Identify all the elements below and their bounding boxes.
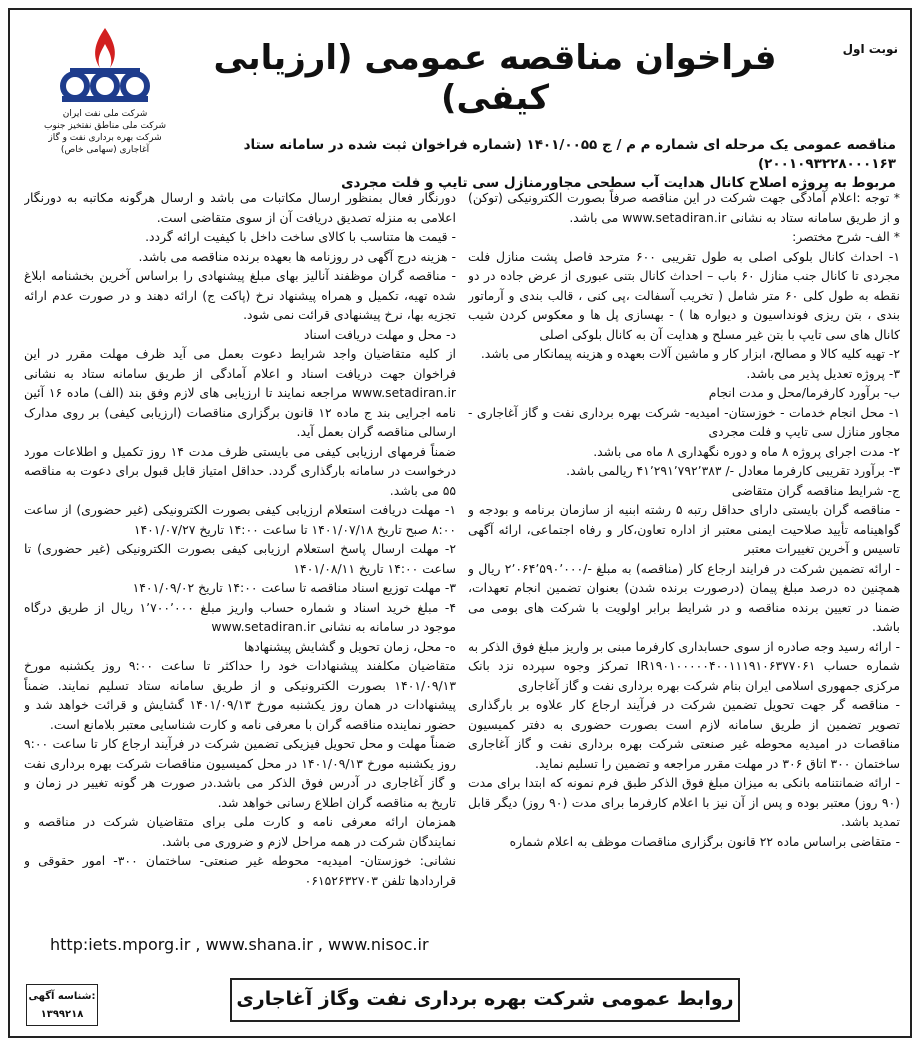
paragraph: ۲- تهیه کلیه کالا و مصالح، ابزار کار و ماشین آلات بعهده و هزینه پیمانکار می باشد. [480,346,900,361]
paragraph: همزمان ارائه معرفی نامه و کارت ملی برای متقاضیان شرکت در مناقصه و نمایندگان شرکت در همه مراحل لازم و ضروری می باشد. [24,814,456,849]
paragraph: ۳- پروژه تعدیل پذیر می باشد. [746,365,900,381]
paragraph: - مناقصه گر جهت تحویل تضمین شرکت در فرآیند ارجاع کار علاوه بر بارگذاری تصویر تضمین از طریق سامانه لازم است بصورت حضوری به دفتر کمیسیون مناقصات در امیدیه محوطه غیر صنعتی شرکت بهره برداری نفت و گاز آغاجاری ساختمان ۳۰۰ اتاق ۳۰۶ در مهلت مقرر مراجعه و تضمین را تسلیم نماید. [468,697,900,771]
logo-caption [30,108,180,156]
paragraph: ۱- محل انجام خدمات - خوزستان- امیدیه- شرکت بهره برداری نفت و گاز آغاجاری - مجاور منازل سی تایپ و فلت مجردی [468,404,900,439]
paragraph: - ارائه رسید وجه صادره از سوی حسابداری کارفرما مبنی بر واریز مبلغ فوق الذکر به شماره حساب IR۱۹۰۱۰۰۰۰۰۴۰۰۱۱۱۹۱۰۶۳۷۷۰۶۱ تمرکز وجوه سپرده نزد بانک مرکزی جمهوری اسلامی ایران بنام شرکت بهره برداری نفت و گاز آغاجاری [468,638,900,693]
paragraph: * توجه :اعلام آمادگی جهت شرکت در این مناقصه صرفاً بصورت الکترونیکی (توکن) و از طریق سامانه ستاد به نشانی www.setadiran.ir می باشد. [468,190,900,225]
tender-subtitle [190,136,896,193]
paragraph: ۴- مبلغ خرید اسناد و شماره حساب واریز مبلغ ۱٬۷۰۰٬۰۰۰ ریال از طریق درگاه موجود در سامانه به نشانی www.setadiran.ir [24,599,456,634]
paragraph: ۲- مهلت ارسال پاسخ استعلام ارزیابی کیفی بصورت الکترونیکی (غیر حضوری) تا ساعت ۱۴:۰۰ تاریخ ۱۴۰۱/۰۸/۱۱ [24,541,456,576]
section-heading: ج- شرایط مناقصه گران متقاضی [731,482,900,498]
ad-number-value: ۱۳۹۹۲۱۸ [40,1009,84,1020]
paragraph: ۱- مهلت دریافت استعلام ارزیابی کیفی بصورت الکترونیکی (غیر حضوری) از ساعت ۸:۰۰ صبح تاریخ ۱۴۰۱/۰۷/۱۸ تا ساعت ۱۴:۰۰ تاریخ ۱۴۰۱/۰۷/۲۷ [24,502,456,537]
round-badge: نوبت اول [842,42,898,56]
paragraph: متقاضیان مکلفند پیشنهادات خود را حداکثر تا ساعت ۹:۰۰ روز یکشنبه مورخ ۱۴۰۱/۰۹/۱۳ بصورت الکترونیکی و از طریق سامانه ستاد تسلیم نمایند. ضمناً پیشنهادات در همان روز یکشنبه مورخ ۱۴۰۱/۰۹/۱۳ گشایش و قرائت خواهد شد و حضور نماینده مناقصه گران با معرفی نامه و کارت شناسایی معتبر بلامانع است. [24,658,456,732]
notice-header [10,10,910,190]
left-column [24,188,456,978]
logo-caption-line: شرکت ملی نفت ایران [62,109,148,119]
section-heading: ه- محل، زمان تحویل و گشایش پیشنهادها [243,638,456,654]
paragraph: ۳- مهلت توزیع اسناد مناقصه تا ساعت ۱۴:۰۰ تاریخ ۱۴۰۱/۰۹/۰۲ [132,580,456,595]
section-heading: ب- برآورد کارفرما/محل و مدت انجام [708,385,900,400]
paragraph: - مناقصه گران موظفند آنالیز بهای مبلغ پیشنهادی را براساس آخرین بخشنامه ابلاغ شده تهیه، تکمیل و همراه پیشنهاد نرخ (پاکت ج) ارائه دهند و در صورت عدم ارائه تجزیه بها، نرخ پیشنهادی قرائت نمی شود. [24,268,456,322]
paragraph: ۱- احداث کانال بلوکی اصلی به طول تقریبی ۶۰۰ مترحد فاصل پشت منازل فلت مجردی تا کانال جنب منازل ۶۰ باب – احداث کانال بتنی عبوری از عرض جاده در دو نقطه به طول کلی ۶۰ متر شامل ( تخریب آسفالت ،پی کنی ، قالب بندی و آرماتور بندی ، بتن ریزی فونداسیون و دیواره ها ) - بهسازی پل ها و معکوس کردن شیب کانال های سی تایپ با بتن غیر مسلح و هدایت آن به کانال بلوکی اصلی [468,248,900,342]
right-column [468,188,900,978]
notice-title: فراخوان مناقصه عمومی (ارزیابی کیفی) [213,38,777,118]
logo-caption-line: آغاجاری (سهامی خاص) [60,145,150,155]
section-heading: * الف- شرح مختصر: [792,229,900,244]
section-heading: د- محل و مهلت دریافت اسناد [304,326,456,342]
subtitle-line: مربوط به پروژه اصلاح کانال هدایت آب سطحی مجاورمنازل سی تایپ و فلت مجردی [341,175,896,191]
company-logo [30,24,180,156]
website-links[interactable]: http:iets.mporg.ir , www.shana.ir , www.nisoc.ir [50,935,429,954]
paragraph: ضمناً فرمهای ارزیابی کیفی می بایستی ظرف مدت ۱۴ روز تکمیل و اطلاعات مورد درخواست در سامانه بارگذاری گردد. حداقل امتیاز قابل قبول برای دعوت به مناقصه ۵۵ می باشد. [24,443,456,498]
paragraph: - متقاضی براساس ماده ۲۲ قانون برگزاری مناقصات موظف به اعلام شماره [509,833,900,849]
paragraph: ضمناً مهلت و محل تحویل فیزیکی تضمین شرکت در فرآیند ارجاع کار تا ساعت ۹:۰۰ روز یکشنبه مورخ ۱۴۰۱/۰۹/۱۳ در محل کمیسیون مناقصات شرکت بهره برداری نفت و گاز آغاجاری در آدرس فوق الذکر می باشد.در صورت هر گونه تغییر در زمان و تاریخ به مناقصه گران اطلاع رسانی خواهد شد. [24,736,456,810]
notice-frame [8,8,912,1038]
paragraph: - قیمت ها متناسب با کالای ساخت داخل با کیفیت ارائه گردد. [145,229,456,244]
paragraph: - هزینه درج آگهی در روزنامه ها بعهده برنده مناقصه می باشد. [138,248,456,264]
ad-number-box [26,984,98,1026]
paragraph: از کلیه متقاضیان واجد شرایط دعوت بعمل می آید ظرف مهلت مقرر در این فراخوان جهت دریافت اسناد و اعلام آمادگی از طریق سامانه ستاد به نشانی www.setadiran.ir مراجعه نمایند تا ارزیابی های لازم وفق بند (الف) ماده ۱۶ آئین نامه اجرایی بند ج ماده ۱۲ قانون برگزاری مناقصات (ارزیابی کیفی) بر روی مدارک ارسالی مناقصه گران بعمل آید. [24,346,456,439]
logo-caption-line: شرکت ملی مناطق نفتخیز جنوب [44,121,166,131]
address: نشانی: خوزستان- امیدیه- محوطه غیر صنعتی- ساختمان ۳۰۰- امور حقوقی و قراردادها تلفن ۰۶۱۵۲۶۳۲۷۰۳ [24,853,456,888]
ad-number-label: شناسه آگهی: [28,991,96,1002]
body-columns [24,188,900,978]
paragraph: - مناقصه گران بایستی دارای حداقل رتبه ۵ رشته ابنیه از سازمان برنامه و بودجه و گواهینامه تأیید صلاحیت ایمنی معتبر از اداره تعاون،کار و رفاه اجتماعی، ارائه آگهی تاسیس و آخرین تغییرات معتبر [468,502,900,556]
publisher-footer: روابط عمومی شرکت بهره برداری نفت وگاز آغاجاری [230,978,740,1022]
subtitle-line: مناقصه عمومی یک مرحله ای شماره م م / ج ۱۴۰۱/۰۰۵۵ (شماره فراخوان ثبت شده در سامانه ستاد ۲۰۰۱۰۹۳۲۲۸۰۰۰۱۶۳) [243,137,896,172]
paragraph: ۳- برآورد تقریبی کارفرما معادل -/ ۴۱٬۲۹۱٬۷۹۲٬۳۸۳ ریالمی باشد. [566,463,900,478]
logo-caption-line: شرکت بهره برداری نفت و گاز [48,133,162,143]
nioc-logo-icon [50,24,160,104]
paragraph: ۲- مدت اجرای پروژه ۸ ماه و دوره نگهداری ۸ ماه می باشد. [593,443,900,459]
paragraph: - ارائه تضمین شرکت در فرایند ارجاع کار (مناقصه) به مبلغ -/۲٬۰۶۴٬۵۹۰٬۰۰۰ ریال و همچنین ده درصد مبلغ پیمان (درصورت برنده شدن) بعنوان تضمین انجام تعهدات، ضمنا در تعیین برنده مناقصه و در شرایط برابر اولویت با شرکت های بومی می باشد. [468,560,900,634]
paragraph: - ارائه ضمانتنامه بانکی به میزان مبلغ فوق الذکر طبق فرم نمونه که ابتدا برای مدت (۹۰ روز) معتبر بوده و پس از آن نیز با اعلام کارفرما برای مدت (۹۰ روز) دیگر قابل تمدید باشد. [468,775,900,829]
paragraph: دورنگار فعال بمنظور ارسال مکاتبات می باشد و ارسال هرگونه مکاتبه به دورنگار اعلامی به منزله تصدیق دریافت آن از سوی متقاضی است. [24,190,456,225]
